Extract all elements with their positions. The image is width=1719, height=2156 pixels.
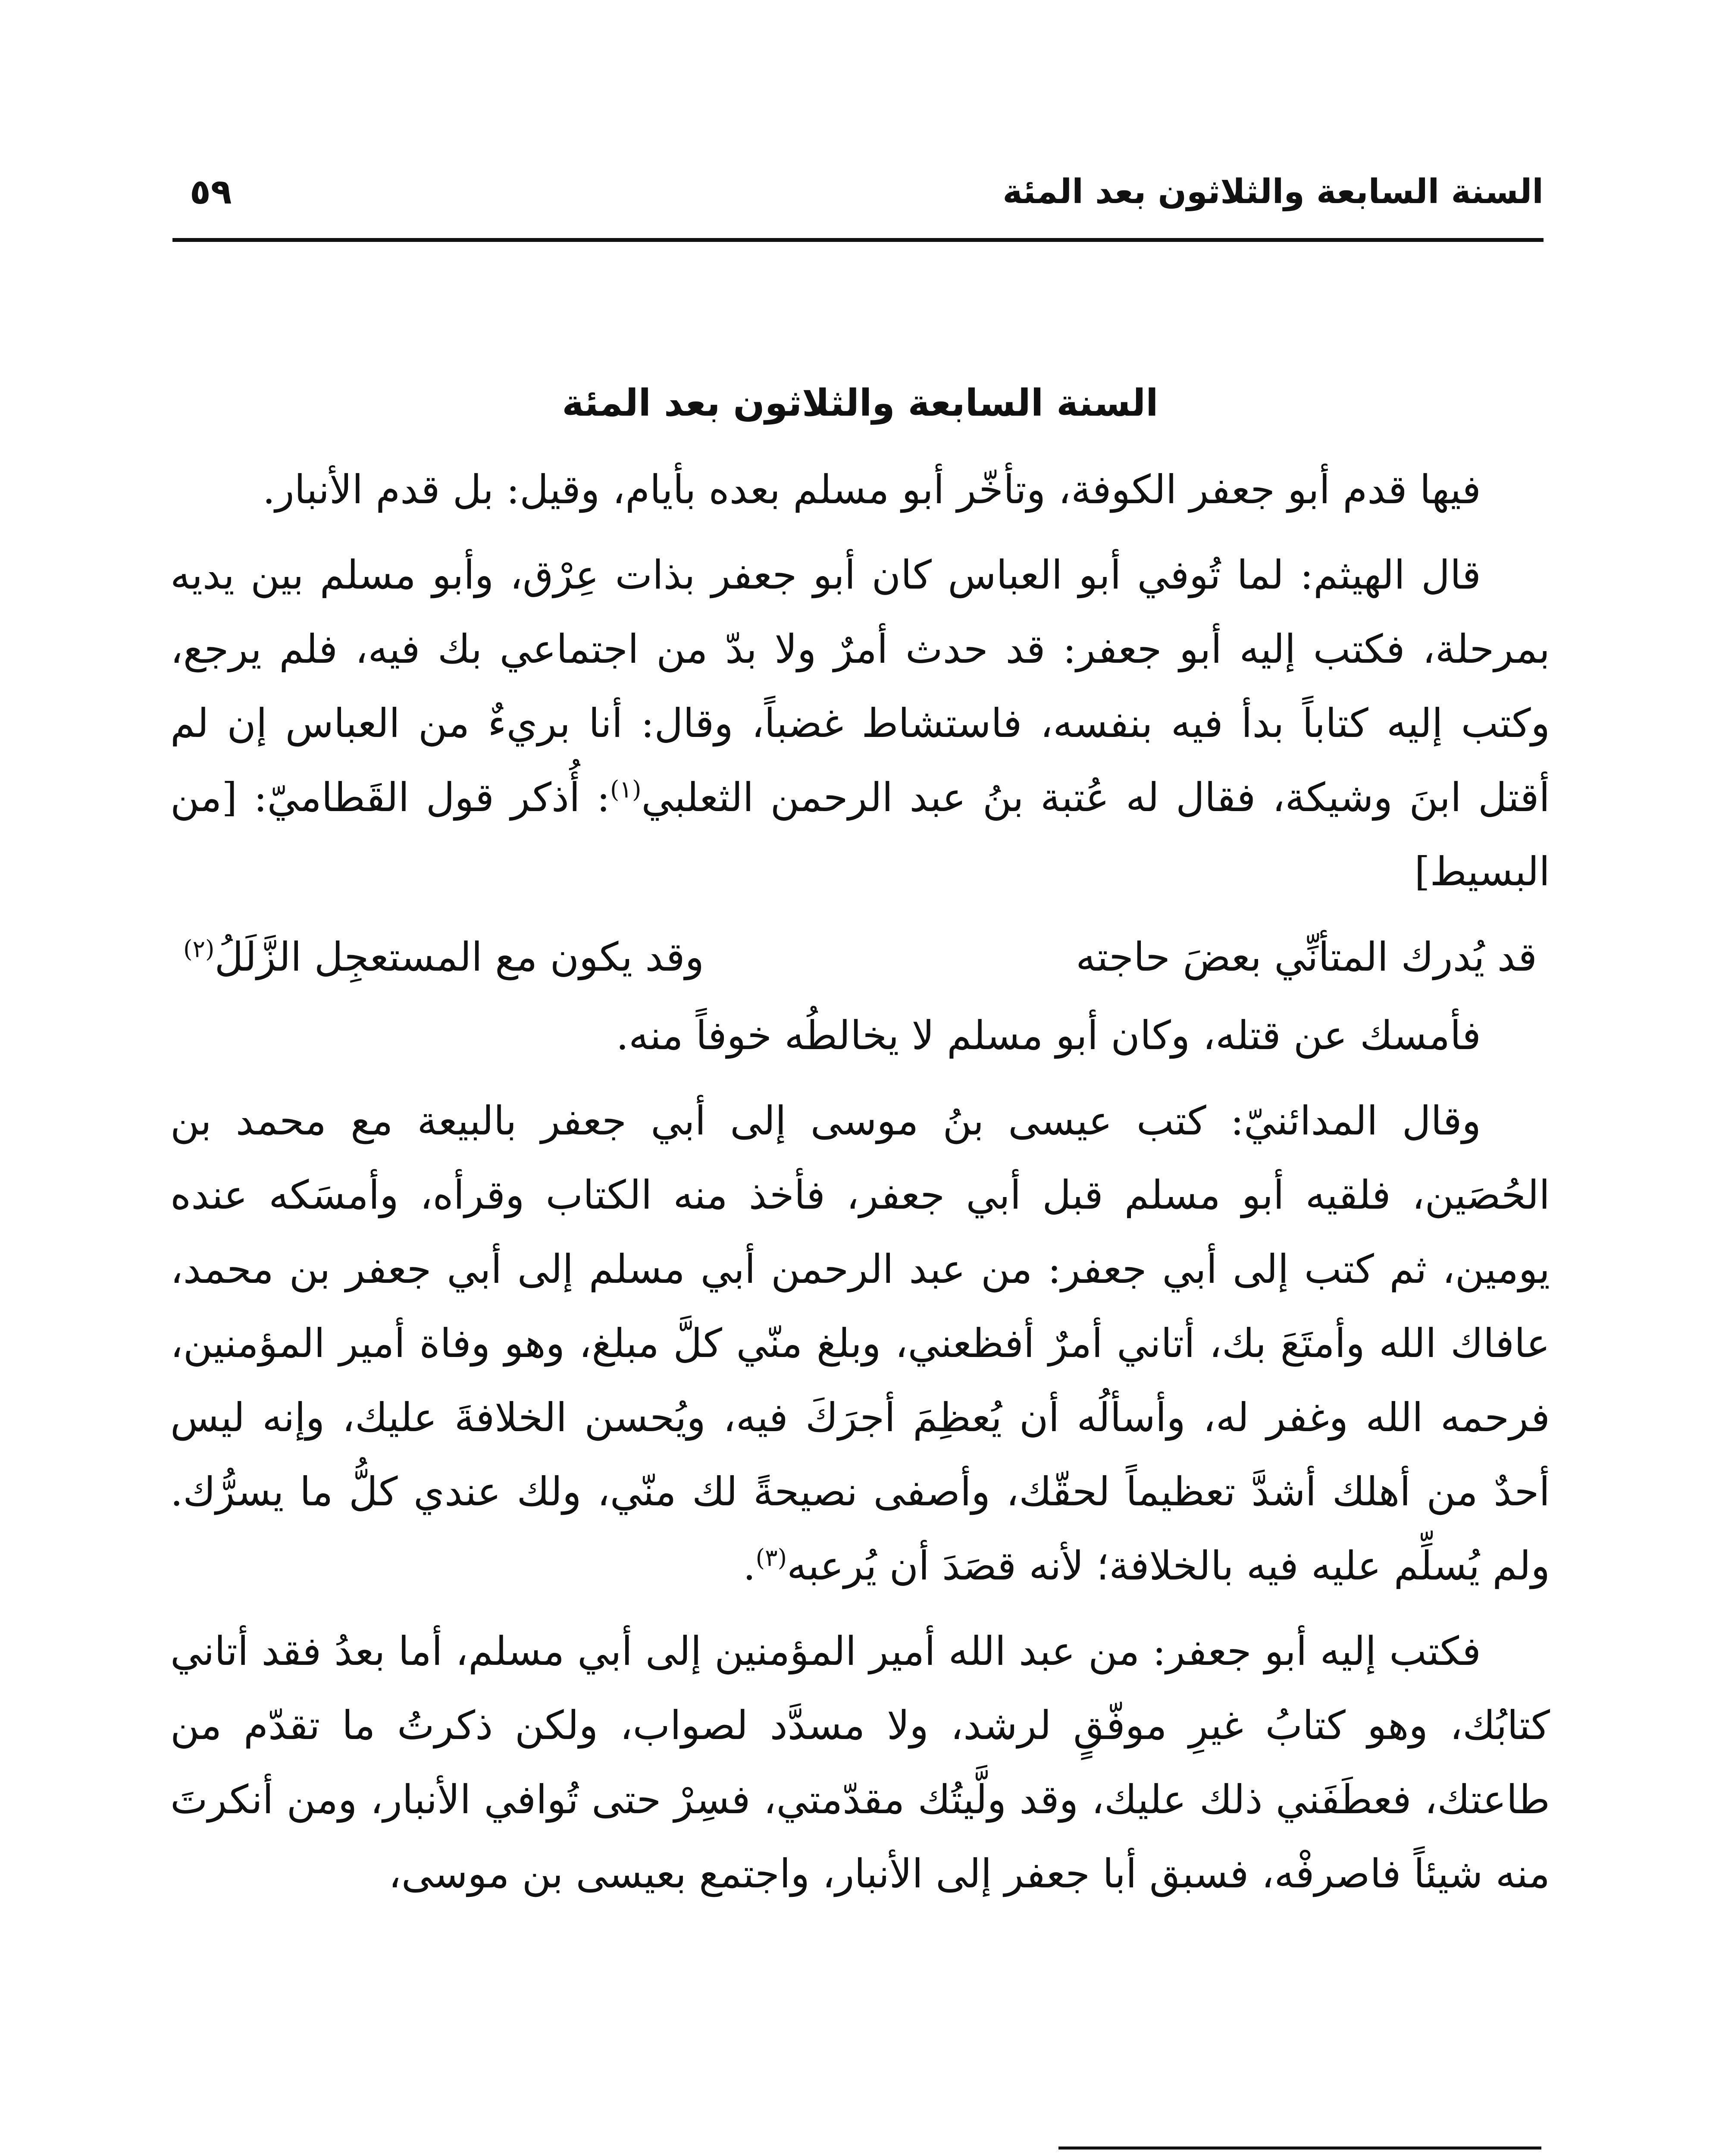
paragraph-5: فكتب إليه أبو جعفر: من عبد الله أمير المؤمنين إلى أبي مسلم، أما بعدُ فقد أتاني كتابُك، وهو كتابُ غيرِ موفّقٍ لرشد، ولا مسدَّد لصواب، ولكن ذكرتُ ما تقدّم من طاعتك، فعطَفَني ذلك عليك، وقد ولَّيتُك مقدّمتي، فسِرْ حتى تُوافي الأنبار، ومن أنكرتَ منه شيئاً فاصرفْه، فسبق أبا جعفر إلى الأنبار، واجتمع بعيسى بن موسى، xyxy=(170,1628,1550,1897)
running-title: السنة السابعة والثلاثون بعد المئة xyxy=(1002,172,1544,211)
running-header xyxy=(172,151,1544,237)
paragraph-4 xyxy=(170,1084,1550,1603)
paragraph-2-text: قال الهيثم: لما تُوفي أبو العباس كان أبو جعفر بذات عِرْق، وأبو مسلم بين يديه بمرحلة، فكتب إليه أبو جعفر: قد حدث أمرٌ ولا بدّ من اجتماعي بك فيه، فلم يرجع، وكتب إليه كتاباً بدأ فيه بنفسه، فاستشاط غضباً، وقال: أنا بريءٌ من العباس إن لم أقتل ابنَ وشيكة، فقال له عُتبة بنُ عبد الرحمن الثعلبي xyxy=(170,552,1550,821)
paragraph-3: فأمسك عن قتله، وكان أبو مسلم لا يخالطُه خوفاً منه. xyxy=(616,1012,1481,1059)
paragraph-2-end: : أُذكر قول القَطاميّ: [من البسيط] xyxy=(170,774,1550,895)
main-text xyxy=(170,371,1550,1922)
paragraph-4-text: وقال المدائنيّ: كتب عيسى بنُ موسى إلى أبي جعفر بالبيعة مع محمد بن الحُصَين، فلقيه أبو مسلم قبل أبي جعفر، فأخذ منه الكتاب وقرأه، وأمسَكه عنده يومين، ثم كتب إلى أبي جعفر: من عبد الرحمن أبي مسلم إلى أبي جعفر بن محمد، عافاك الله وأمتَعَ بك، أتاني أمرٌ أفظعني، وبلغ منّي كلَّ مبلغ، وهو وفاة أمير المؤمنين، فرحمه الله وغفر له، وأسألُه أن يُعظِمَ أجرَكَ فيه، ويُحسن الخلافةَ عليك، وإنه ليس أحدٌ من أهلك أشدَّ تعظيماً لحقّك، وأصفى نصيحةً لك منّي، ولك عندي كلُّ ما يسرُّك. ولم يُسلِّم عليه فيه بالخلافة؛ لأنه قصَدَ أن يُرعبه xyxy=(170,1098,1550,1589)
verse-second-text: وقد يكون مع المستعجِل الزَّلَلُ xyxy=(214,934,705,980)
verse-first-hemistich: قد يُدرك المتأنِّي بعضَ حاجته xyxy=(1076,934,1537,980)
paragraph-1: فيها قدم أبو جعفر الكوفة، وتأخّر أبو مسلم بعده بأيام، وقيل: بل قدم الأنبار. xyxy=(262,467,1481,513)
section-title: السنة السابعة والثلاثون بعد المئة xyxy=(562,382,1159,425)
footnote-rule xyxy=(1058,2147,1541,2150)
paragraph-2 xyxy=(170,538,1550,909)
footnote-ref-1: (١) xyxy=(610,775,642,803)
poetry-verse xyxy=(170,920,1550,994)
paragraph-4-end: . xyxy=(743,1543,756,1589)
page-number: ٥٩ xyxy=(190,172,232,212)
verse-second-hemistich xyxy=(183,920,704,994)
footnote-ref-3: (٣) xyxy=(755,1544,787,1572)
footnote-ref-2: (٢) xyxy=(183,935,215,963)
header-rule xyxy=(172,238,1544,242)
